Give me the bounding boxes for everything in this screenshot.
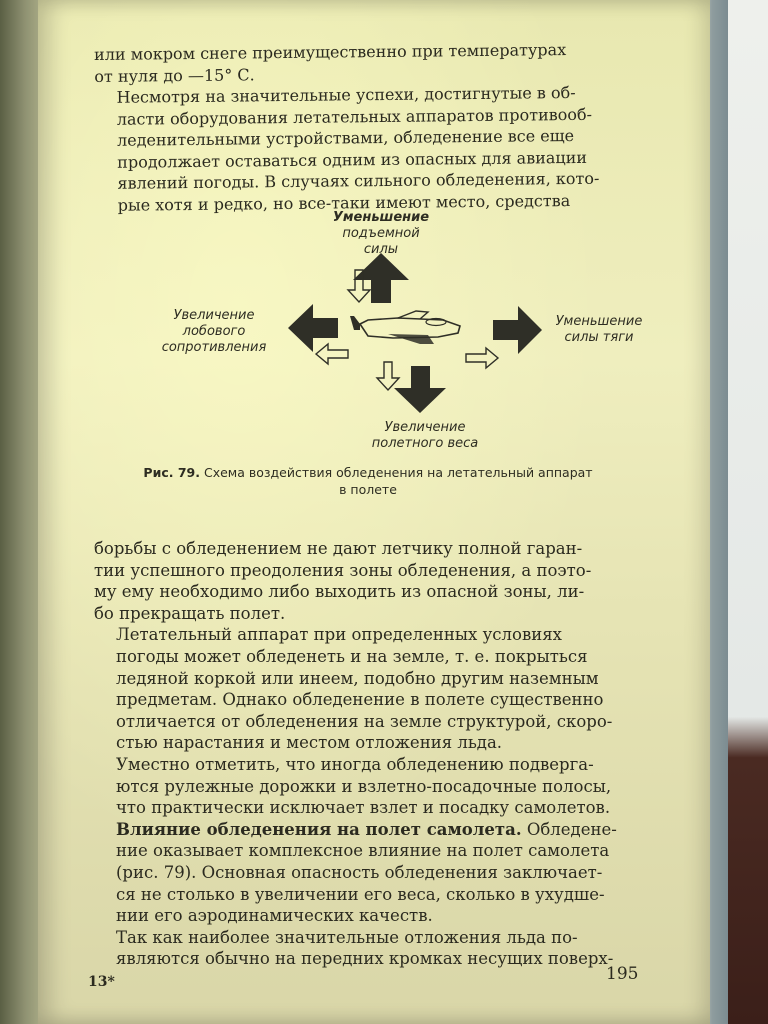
text-line: леденительными устройствами, обледенение все еще [116,125,575,150]
text-line: (рис. 79). Основная опасность обледенения заключает- [116,862,603,882]
figure-79 [98,208,643,458]
text-line: от нуля до —15° С. [94,64,255,86]
figure-number: Рис. 79. [143,465,200,480]
arrow-outline-right-small [466,348,498,368]
label-lift-decrease [326,210,436,258]
text-line: Несмотря на значительные успехи, достигнутые в об- [116,82,576,107]
text-line: Летательный аппарат при определенных условиях [116,625,562,645]
caption-line [98,464,638,481]
text-line: бо прекращать полет. [94,603,286,623]
label-line: силы тяги [564,330,634,345]
paragraph-icing-influence [94,819,634,927]
text-line: или мокром снеге преимущественно при температурах [94,40,567,64]
text-line: ся не столько в увеличении его веса, сколько в ухудше- [116,884,605,904]
figure-caption [98,464,638,498]
text-line: му ему необходимо либо выходить из опасной зоны, ли- [94,582,585,602]
arrow-right-thrust-decrease [493,306,542,354]
signature-mark: 13* [88,974,115,990]
caption-line: в полете [339,482,397,497]
top-text-block [94,38,636,216]
text-line: продолжает оставаться одним из опасных для авиации [117,147,588,172]
text-line: явлений погоды. В случаях сильного обледенения, кото- [117,168,600,193]
text-line: ледяной коркой или инеем, подобно другим наземным [116,668,599,688]
text-line: нии его аэродинамических качеств. [116,906,433,926]
paragraph-runways [94,754,634,819]
arrow-outline-left-small [316,344,348,364]
book-left-edge [0,0,42,1024]
label-line: подъемной силы [342,226,420,257]
text-line: Уместно отметить, что иногда обледенению подверга- [116,754,594,774]
arrow-down-weight-increase [394,366,446,413]
airplane-icon [350,311,460,344]
arrow-up-lift-decrease [353,253,409,303]
book-page [38,0,710,1024]
text-line: тии успешного преодоления зоны обледенения, а поэто- [94,560,592,580]
label-line: сопротивления [161,340,267,355]
text-line: являются обычно на передних кромках несущих поверх- [116,949,614,969]
label-line: лобового [182,324,246,339]
paragraph-ground-icing [94,624,634,754]
text-line: погоды может обледенеть и на земле, т. е. покрыться [116,646,588,666]
page-number: 195 [606,964,639,984]
text-line: отличается от обледенения на земле структурой, скоро- [116,711,613,731]
label-line: Уменьшение [555,314,643,329]
section-heading: Влияние обледенения на полет самолета. [116,819,522,839]
paragraph-continuation [94,38,634,87]
label-weight-increase [360,420,490,452]
paragraph-icing-protection [94,538,634,624]
label-thrust-decrease [544,314,654,346]
text-line: что практически исключает взлет и посадку самолетов. [116,798,611,818]
caption-text: Схема воздействия обледенения на летательный аппарат [203,465,593,480]
text-line: ются рулежные дорожки и взлетно-посадочные полосы, [116,776,612,796]
arrow-left-drag-increase [288,304,338,352]
text-line: Так как наиболее значительные отложения льда по- [116,927,578,947]
label-line: Увеличение [384,420,466,435]
arrow-outline-down-bottom [377,362,399,390]
text-line: рые хотя и редко, но все-таки имеют место, средства [117,190,571,215]
label-line: Увеличение [173,308,255,323]
text-line: борьбы с обледенением не дают летчику полной гаран- [94,539,583,558]
text-line: предметам. Однако обледенение в полете существенно [116,690,604,710]
text-fragment: Обледене- [521,819,617,839]
paragraph-leading-edges [94,927,634,970]
label-line: полетного веса [371,436,479,451]
bottom-text-block [94,538,634,970]
paragraph-icing-success [94,81,635,216]
text-line: ние оказывает комплексное влияние на полет самолета [116,841,610,861]
label-drag-increase [144,308,284,356]
text-line: стью нарастания и местом отложения льда. [116,733,503,753]
label-line: Уменьшение [332,210,430,225]
text-line [94,819,634,841]
text-line: ласти оборудования летательных аппаратов противооб- [116,104,593,129]
